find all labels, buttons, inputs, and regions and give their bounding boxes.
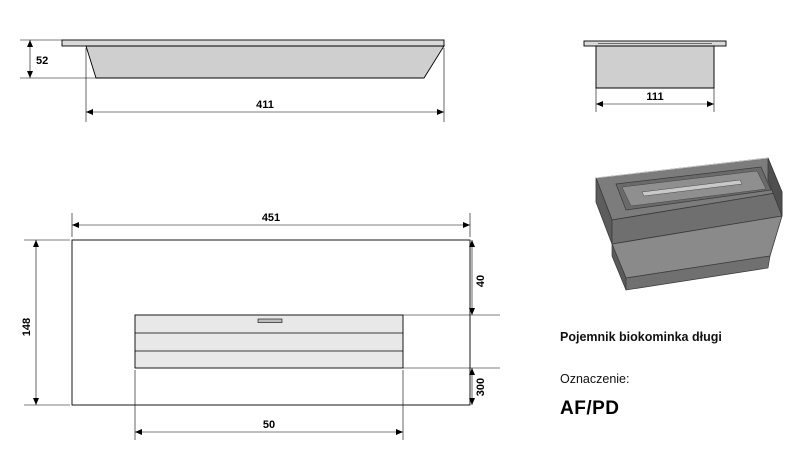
dim-111: 111 [646,91,664,103]
front-elevation-view [0,0,480,140]
side-elevation-view [540,0,770,140]
dim-148: 148 [21,317,33,337]
designation-code: AF/PD [560,398,620,419]
isometric-view [530,140,800,320]
top-plan-view [0,195,520,465]
product-title: Pojemnik biokominka długi [560,330,722,344]
dim-411: 411 [256,99,274,111]
designation-label: Oznaczenie: [560,372,630,386]
dim-300: 50 [262,419,276,431]
dim-40: 40 [475,274,487,288]
dim-50: 300 [475,377,487,397]
dim-451: 451 [261,212,281,224]
dim-52: 52 [36,55,49,67]
